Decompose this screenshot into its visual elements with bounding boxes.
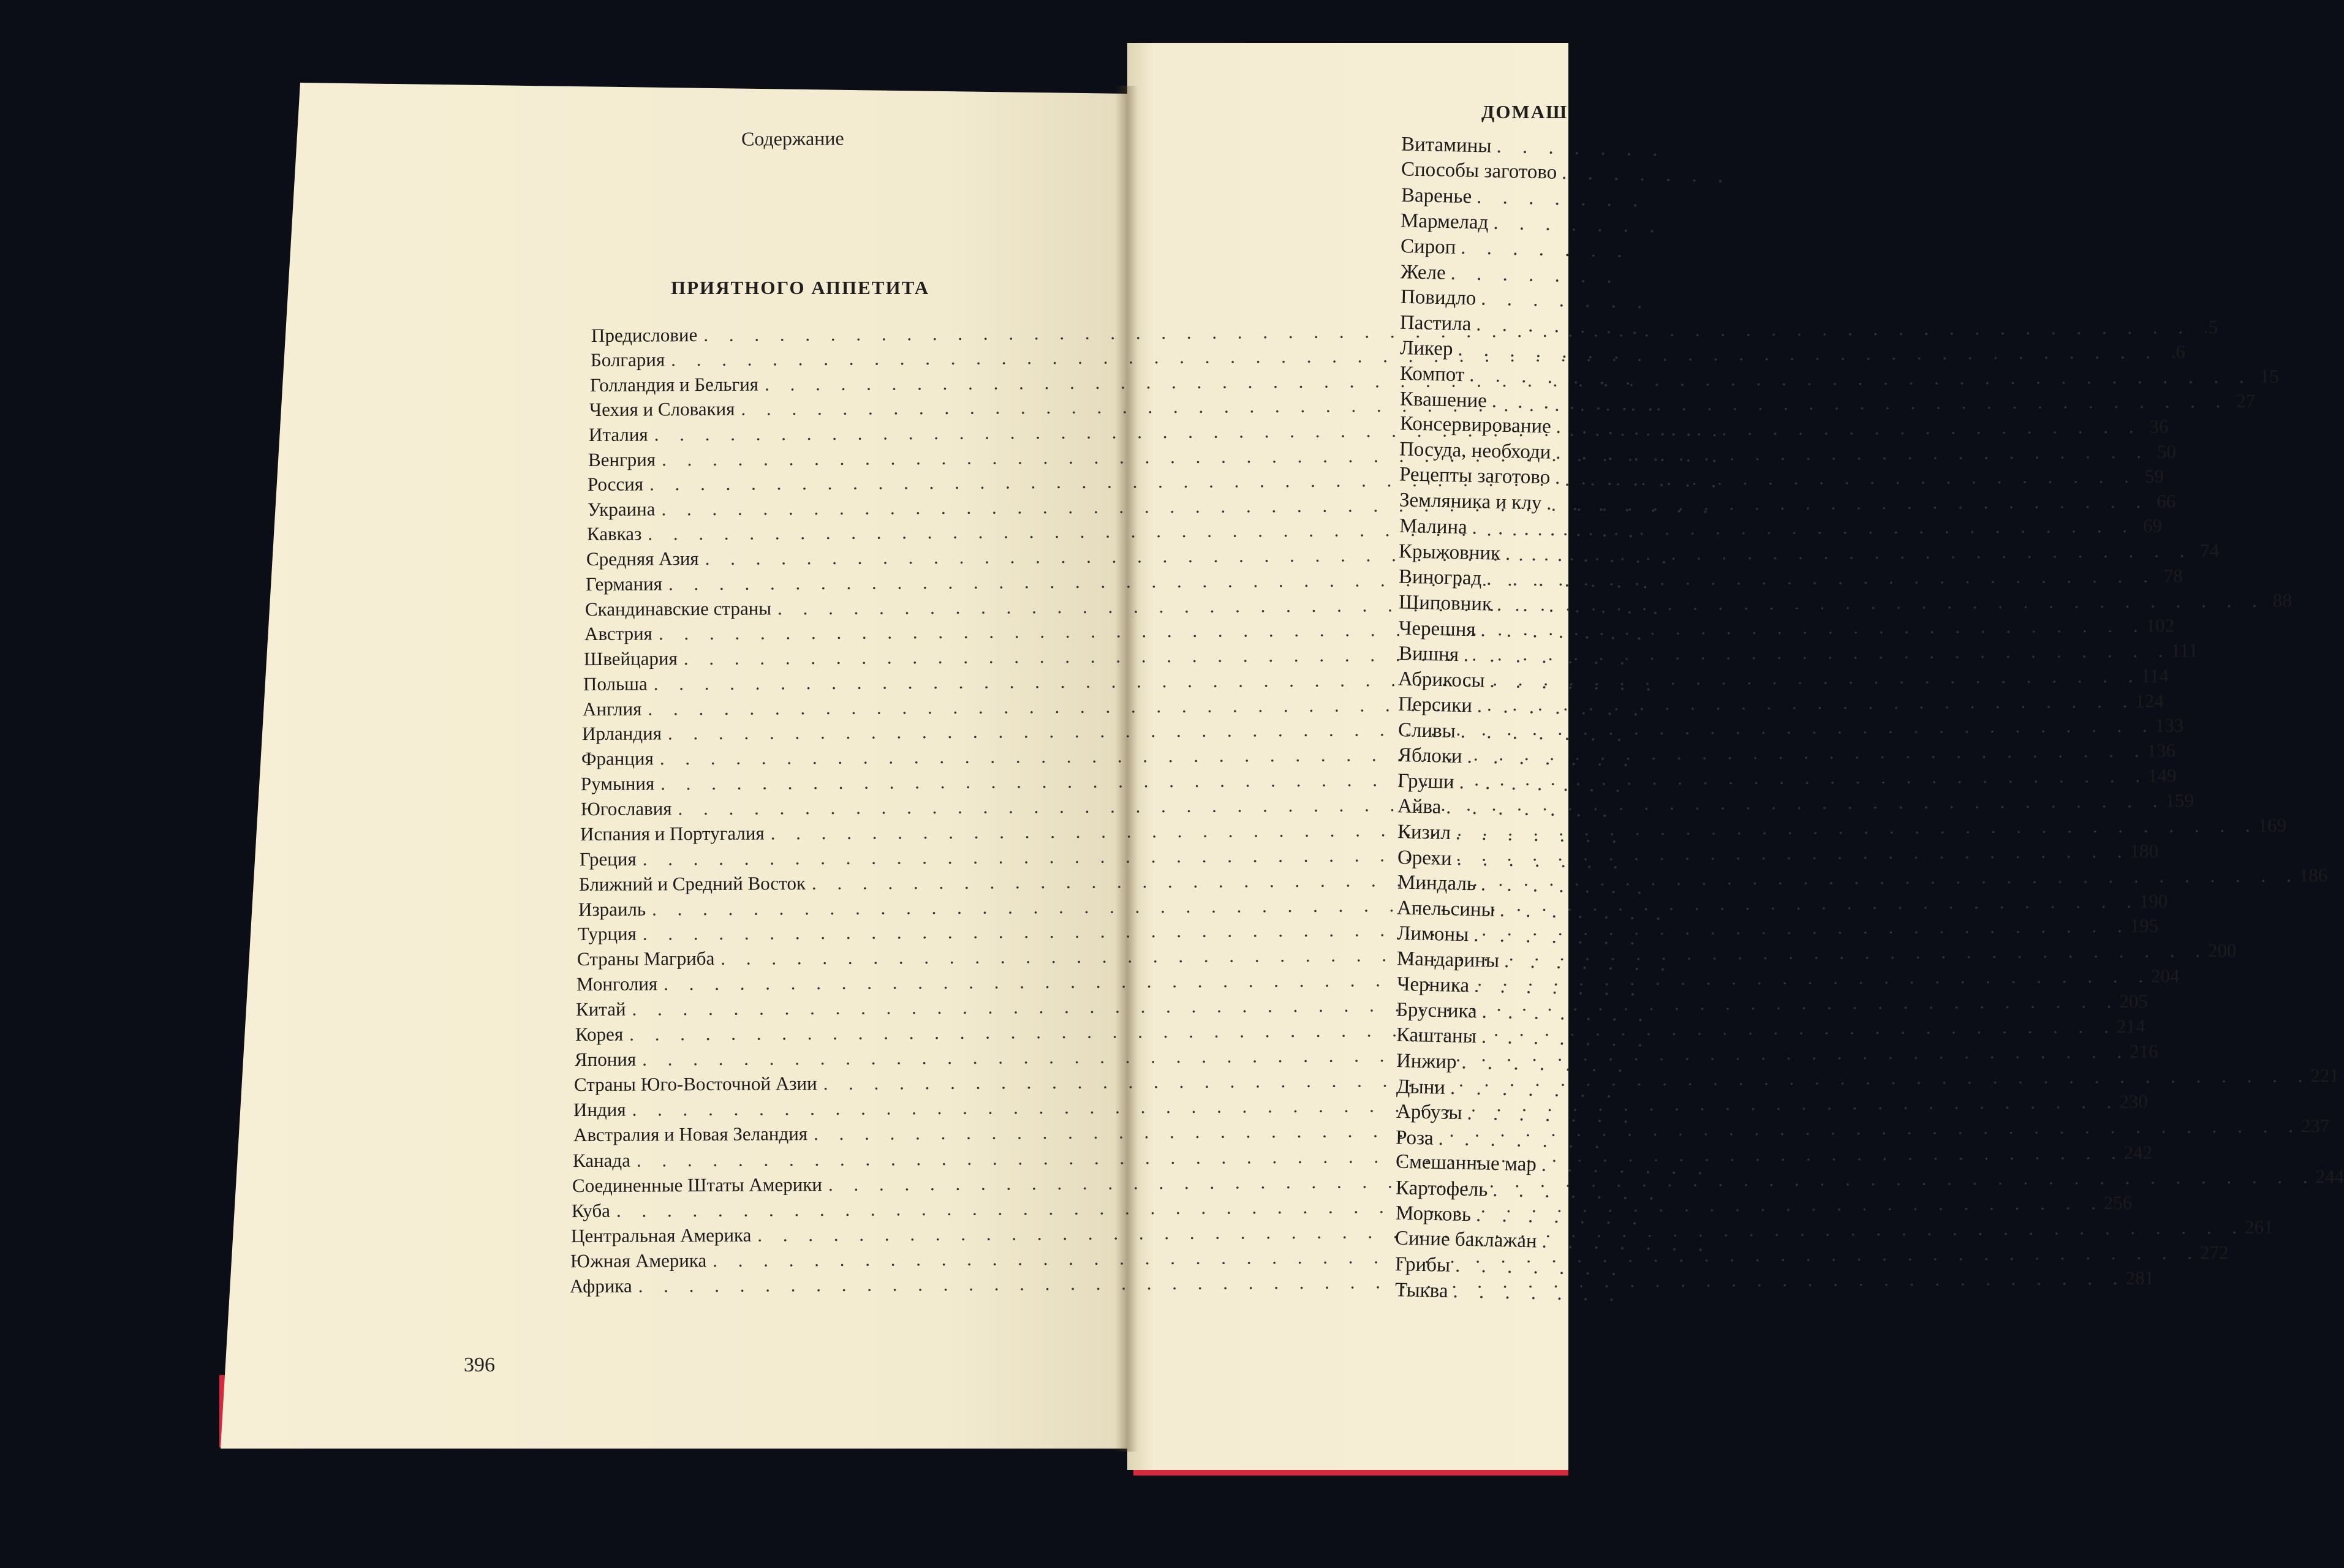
toc-entry-label: Швейцария bbox=[583, 647, 678, 670]
toc-entry-label: Югославия bbox=[580, 797, 672, 820]
toc-entry-page: 186 bbox=[2299, 864, 2328, 886]
toc-entry-label: Румыния bbox=[581, 772, 655, 795]
toc-entry-label: Германия bbox=[585, 573, 662, 595]
right-toc-leader-dots: . . . . . . . bbox=[1461, 1051, 1631, 1077]
toc-entry-page: 281 bbox=[2125, 1267, 2155, 1289]
right-toc-leader-dots: . . . . . . . bbox=[1480, 287, 1650, 314]
toc-entry-page: 237 bbox=[2301, 1115, 2329, 1137]
right-toc-leader-dots: . . . . . . . bbox=[1561, 161, 1731, 187]
toc-entry-label: Франция bbox=[581, 747, 654, 770]
right-toc-entry-label: Черешня bbox=[1398, 617, 1476, 641]
right-toc-entry-label: Варенье bbox=[1401, 184, 1472, 208]
toc-entry-label: Украина bbox=[587, 498, 656, 520]
right-toc-entry-label: Миндаль bbox=[1397, 871, 1476, 895]
toc-entry-page: 204 bbox=[2150, 965, 2180, 987]
right-toc-leader-dots: . . . . . . . bbox=[1463, 644, 1633, 670]
toc-entry-label: Россия bbox=[588, 473, 644, 496]
right-toc-entry-label: Витамины bbox=[1401, 133, 1492, 157]
toc-entry-label: Монголия bbox=[576, 973, 658, 995]
right-toc-leader-dots: . . . . . . . bbox=[1473, 974, 1644, 1001]
right-toc-entry-label: Арбузы bbox=[1396, 1101, 1462, 1125]
right-toc-leader-dots: . . . . . . . bbox=[1466, 745, 1636, 772]
toc-entry-label: Соединенные Штаты Америки bbox=[572, 1173, 822, 1196]
toc-entry-page: 214 bbox=[2116, 1016, 2146, 1038]
right-toc-entry-label: Черника bbox=[1396, 973, 1470, 997]
right-toc-entry-label: Мандарины bbox=[1396, 948, 1500, 972]
right-toc-entry-label: Малина bbox=[1399, 515, 1467, 539]
right-toc-leader-dots: . . . . . . . bbox=[1472, 516, 1641, 543]
toc-entry-page: 230 bbox=[2119, 1091, 2149, 1113]
toc-entry-page: 159 bbox=[2164, 790, 2194, 812]
right-toc-entry-label: Дыни bbox=[1396, 1075, 1446, 1099]
right-toc-entry-label: Виноград bbox=[1398, 566, 1482, 590]
toc-entry-page: 216 bbox=[2130, 1040, 2158, 1063]
right-toc-entry-label: Рецепты заготово bbox=[1399, 463, 1551, 489]
right-toc-leader-dots: . . . . . . . bbox=[1466, 1102, 1636, 1128]
right-toc-leader-dots: . . . . . . . bbox=[1453, 1280, 1623, 1306]
toc-entry-label: Китай bbox=[576, 998, 626, 1020]
right-toc-entry bbox=[1398, 719, 1630, 747]
toc-entry-label: Австрия bbox=[584, 622, 652, 645]
right-toc-entry-label: Роза bbox=[1395, 1126, 1434, 1150]
toc-entry-page: 59 bbox=[2145, 465, 2164, 487]
toc-entry-label: Болгария bbox=[590, 349, 665, 371]
right-toc-entry-label: Картофель bbox=[1395, 1177, 1488, 1201]
toc-entry-label: Япония bbox=[575, 1048, 637, 1071]
toc-entry-label: Индия bbox=[573, 1099, 627, 1121]
right-toc-entry-label: Яблоки bbox=[1397, 744, 1462, 768]
toc-entry-label: Страны Юго-Восточной Азии bbox=[574, 1072, 818, 1096]
toc-entry-page: 244 bbox=[2315, 1165, 2344, 1187]
right-toc-leader-dots: . . . . . . . bbox=[1454, 1254, 1625, 1281]
right-toc-leader-dots: . . . . . . . bbox=[1493, 211, 1663, 238]
toc-entry-label: Скандинавские страны bbox=[584, 597, 772, 620]
right-toc-entry-label: Земляника и клу bbox=[1399, 489, 1542, 514]
right-toc-entry-label: Синие баклажан bbox=[1395, 1227, 1538, 1253]
right-toc-entry bbox=[1395, 1279, 1622, 1306]
toc-entry-page: 195 bbox=[2130, 915, 2159, 937]
right-toc-entry-label: Квашение bbox=[1399, 388, 1488, 412]
toc-entry-page: 261 bbox=[2244, 1216, 2274, 1238]
right-toc-entry bbox=[1397, 770, 1629, 797]
toc-entry-label: Англия bbox=[583, 698, 642, 720]
toc-entry-label: Страны Магриба bbox=[577, 948, 715, 970]
right-toc-leader-dots: . . . . . . . bbox=[1496, 135, 1666, 161]
right-toc-entry bbox=[1396, 1076, 1619, 1103]
right-toc-entry-label: Брусника bbox=[1396, 998, 1478, 1023]
right-toc-entry bbox=[1398, 617, 1649, 645]
right-toc-leader-dots: . . . . . . . bbox=[1450, 1076, 1620, 1102]
right-toc-entry-label: Каштаны bbox=[1396, 1024, 1477, 1048]
toc-entry-label: Куба bbox=[571, 1199, 610, 1221]
right-toc-leader-dots: . . . . . . . bbox=[1496, 593, 1666, 619]
toc-entry-page: 205 bbox=[2119, 990, 2148, 1012]
right-toc-entry-label: Вишня bbox=[1398, 643, 1459, 666]
right-toc-leader-dots: . . . . . . . bbox=[1469, 364, 1639, 390]
toc-entry-label: Корея bbox=[575, 1023, 624, 1046]
right-toc-entry-label: Морковь bbox=[1395, 1202, 1472, 1226]
toc-entry-label: Италия bbox=[589, 423, 649, 445]
toc-entry-label: Ирландия bbox=[582, 722, 662, 745]
right-toc-leader-dots: . . . . . . . bbox=[1554, 466, 1725, 492]
right-toc-entry bbox=[1401, 261, 1620, 288]
right-toc-leader-dots: . . . . . . . bbox=[1475, 1204, 1646, 1230]
toc-entry-page: 78 bbox=[2163, 565, 2183, 587]
toc-entry-label: Испания и Португалия bbox=[580, 822, 765, 845]
right-toc-entry-label: Инжир bbox=[1396, 1049, 1457, 1074]
toc-entry-page: 256 bbox=[2103, 1191, 2133, 1213]
toc-entry-page: 102 bbox=[2146, 614, 2175, 636]
right-toc-entry-label: Кизил bbox=[1397, 821, 1451, 844]
toc-entry-label: Венгрия bbox=[588, 448, 656, 470]
right-toc-entry-label: Апельсины bbox=[1397, 897, 1495, 921]
toc-entry-page: 190 bbox=[2139, 890, 2168, 912]
toc-entry-label: Голландия и Бельгия bbox=[590, 373, 759, 396]
toc-entry-page: 149 bbox=[2148, 764, 2177, 786]
toc-entry-label: Ближний и Средний Восток bbox=[578, 872, 806, 895]
right-toc-leader-dots: . . . . . . . bbox=[1446, 796, 1616, 823]
toc-entry-label: Польша bbox=[583, 673, 648, 695]
toc-entry-page: 50 bbox=[2157, 440, 2177, 462]
right-toc-leader-dots: . . . . . . . bbox=[1476, 186, 1646, 212]
toc-entry-label: Центральная Америка bbox=[570, 1224, 752, 1246]
right-toc-leader-dots: . . . . . . . bbox=[1438, 1127, 1608, 1153]
toc-entry-page: .6 bbox=[2171, 341, 2186, 363]
toc-entry-label: Предисловие bbox=[591, 324, 698, 347]
toc-entry-page: 36 bbox=[2149, 415, 2169, 437]
right-toc-leader-dots: . . . . . . . bbox=[1476, 313, 1646, 339]
right-toc-entry-label: Повидло bbox=[1400, 286, 1476, 310]
toc-entry-page: 27 bbox=[2236, 390, 2256, 412]
right-toc-leader-dots: . . . . . . . bbox=[1461, 236, 1631, 263]
toc-entry-page: .5 bbox=[2203, 316, 2218, 338]
right-toc-leader-dots: . . . . . . . bbox=[1459, 771, 1629, 797]
toc-entry-page: 200 bbox=[2207, 940, 2237, 962]
right-toc-leader-dots: . . . . . . . bbox=[1489, 669, 1660, 696]
toc-entry-page: 180 bbox=[2129, 840, 2158, 862]
right-toc-leader-dots: . . . . . . . bbox=[1473, 924, 1643, 950]
right-toc-leader-dots: . . . . . . . bbox=[1492, 1178, 1662, 1205]
right-toc-leader-dots: . . . . . . . bbox=[1499, 899, 1669, 925]
right-toc-leader-dots: . . . . . . . bbox=[1476, 695, 1647, 721]
right-toc-entry-label: Крыжовник bbox=[1399, 540, 1501, 565]
right-toc-entry-label: Персики bbox=[1397, 693, 1473, 717]
toc-entry-page: 88 bbox=[2272, 589, 2292, 611]
toc-entry-page: 15 bbox=[2259, 365, 2279, 387]
right-toc-leader-dots: . . . . . . . bbox=[1555, 415, 1725, 442]
toc-entry-label: Канада bbox=[572, 1149, 630, 1171]
right-page-header: ДОМАШ bbox=[1481, 101, 1568, 123]
right-toc-entry-label: Сироп bbox=[1400, 235, 1456, 259]
toc-entry-page: 136 bbox=[2147, 739, 2176, 761]
right-toc-leader-dots: . . . . . . . bbox=[1481, 1026, 1651, 1052]
right-toc-entry-label: Шиповник bbox=[1398, 591, 1492, 616]
toc-entry-page: 169 bbox=[2257, 814, 2286, 836]
toc-entry-page: 66 bbox=[2156, 490, 2176, 512]
right-toc-leader-dots: . . . . . . . bbox=[1456, 847, 1627, 873]
right-toc-entry-label: Способы заготово bbox=[1401, 157, 1557, 184]
page-number: 396 bbox=[464, 1354, 495, 1376]
toc-entry-page: 221 bbox=[2310, 1065, 2340, 1087]
toc-entry-label: Греция bbox=[579, 848, 637, 870]
right-toc-entry-label: Смешанные мар bbox=[1395, 1150, 1537, 1176]
right-toc-leader-dots: . . . . . . . bbox=[1546, 492, 1716, 518]
right-toc-leader-dots: . . . . . . . bbox=[1450, 262, 1620, 288]
right-toc-entry-label: Тыква bbox=[1394, 1279, 1448, 1302]
right-toc-entry-label: Ликер bbox=[1399, 337, 1454, 361]
right-toc-leader-dots: . . . . . . . bbox=[1455, 822, 1625, 848]
right-toc-leader-dots: . . . . . . . bbox=[1486, 568, 1657, 594]
toc-entry-label: Австралия и Новая Зеландия bbox=[573, 1123, 807, 1146]
right-toc-entry-label: Грибы bbox=[1394, 1253, 1451, 1277]
right-toc-leader-dots: . . . . . . . bbox=[1505, 542, 1676, 568]
right-toc-entry-label: Орехи bbox=[1397, 846, 1452, 870]
right-toc-entry bbox=[1397, 846, 1626, 874]
toc-entry-page: 114 bbox=[2141, 665, 2169, 687]
right-toc-entry-label: Желе bbox=[1400, 261, 1446, 284]
page-title: Содержание bbox=[741, 127, 844, 150]
toc-entry-label: Чехия и Словакия bbox=[589, 398, 735, 421]
right-toc-leader-dots: . . . . . . . bbox=[1503, 949, 1674, 976]
section-title: ПРИЯТНОГО АППЕТИТА bbox=[671, 277, 930, 298]
right-toc-leader-dots: . . . . . . . bbox=[1481, 1000, 1652, 1027]
right-toc-entry-label: Компот bbox=[1399, 362, 1465, 386]
right-toc-leader-dots: . . . . . . . bbox=[1491, 390, 1662, 416]
toc-entry-label: Израиль bbox=[578, 898, 646, 920]
toc-entry-page: 69 bbox=[2142, 515, 2162, 537]
toc-entry-page: 242 bbox=[2123, 1141, 2152, 1163]
right-toc-entry-label: Консервирование bbox=[1399, 412, 1551, 438]
right-toc-entry-label: Айва bbox=[1397, 795, 1442, 819]
right-toc-leader-dots: . . . . . . . bbox=[1480, 619, 1650, 644]
toc-entry-page: 272 bbox=[2199, 1241, 2229, 1264]
right-toc-leader-dots: . . . . . . . bbox=[1460, 720, 1630, 746]
toc-entry-page: 74 bbox=[2199, 540, 2220, 562]
right-toc-entry bbox=[1396, 1126, 1608, 1153]
right-toc-entry-label: Пастила bbox=[1400, 311, 1472, 336]
right-toc-leader-dots: . . . . . . . bbox=[1480, 873, 1650, 899]
right-toc-entry-label: Мармелад bbox=[1401, 209, 1489, 234]
right-toc-entry-label: Сливы bbox=[1397, 718, 1456, 742]
toc-entry-page: 111 bbox=[2171, 639, 2198, 662]
right-toc-entry-label: Абрикосы bbox=[1398, 668, 1486, 692]
toc-entry-page: 133 bbox=[2155, 714, 2184, 737]
toc-entry-label: Средняя Азия bbox=[586, 548, 699, 570]
right-toc-entry-label: Груши bbox=[1397, 769, 1455, 793]
toc-entry-label: Южная Америка bbox=[570, 1249, 707, 1272]
right-toc-leader-dots: . . . . . . . bbox=[1541, 1230, 1712, 1256]
right-toc-entry-label: Лимоны bbox=[1396, 922, 1469, 946]
toc-entry-label: Турция bbox=[577, 923, 637, 945]
right-toc-entry-label: Посуда, необходи bbox=[1399, 438, 1552, 464]
right-toc-entry bbox=[1397, 821, 1625, 848]
toc-entry-label: Африка bbox=[569, 1275, 632, 1297]
right-toc-leader-dots: . . . . . . . bbox=[1556, 441, 1726, 467]
right-toc-leader-dots: . . . . . . . bbox=[1457, 338, 1628, 364]
toc-entry-label: Кавказ bbox=[586, 523, 641, 545]
toc-entry-page: 124 bbox=[2135, 690, 2164, 712]
right-toc-leader-dots: . . . . . . . bbox=[1541, 1153, 1711, 1180]
